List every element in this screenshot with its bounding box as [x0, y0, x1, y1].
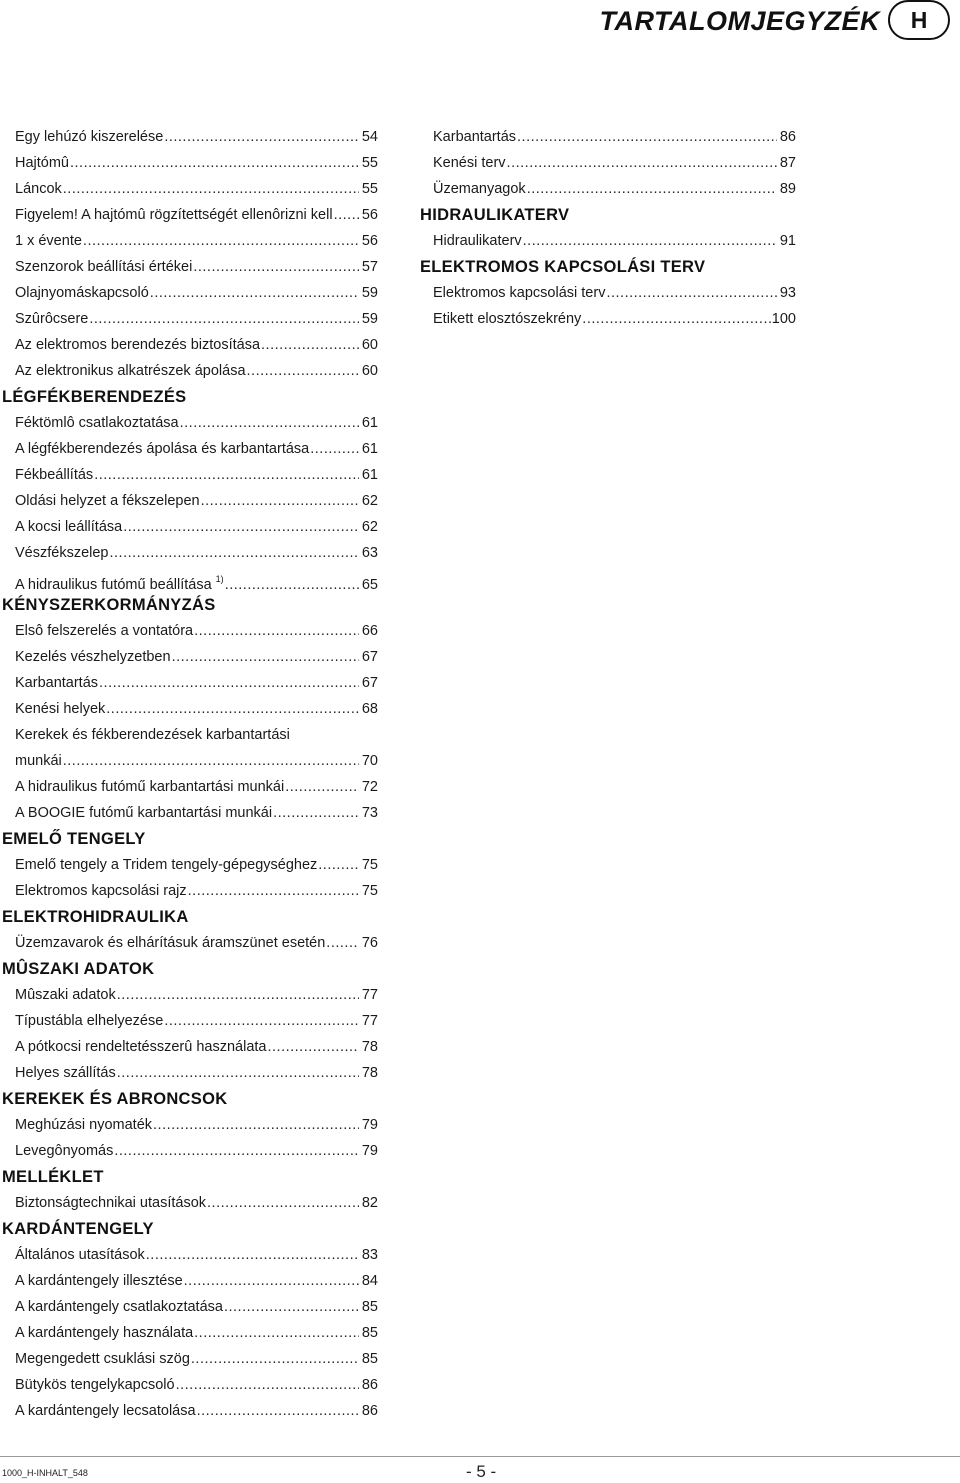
toc-entry-title-text: Figyelem! A hajtómû rögzítettségét ellenôrizni kell	[15, 207, 333, 223]
toc-entry[interactable]	[418, 280, 796, 306]
dot-leader	[123, 514, 359, 540]
toc-entry-title-text: Szenzorok beállítási értékei	[15, 259, 193, 275]
toc-entry[interactable]	[0, 1398, 378, 1424]
toc-entry-text: Kerekek és fékberendezések karbantartási	[15, 727, 290, 743]
toc-entry-title-text: Kenési terv	[433, 155, 506, 171]
toc-entry[interactable]	[0, 176, 378, 202]
toc-page-number: 60	[361, 363, 378, 379]
toc-entry-title-text: Vészfékszelep	[15, 545, 109, 561]
toc-entry-title	[15, 514, 122, 540]
toc-entry-title-text: A kardántengely használata	[15, 1325, 194, 1341]
toc-entry-title	[15, 1008, 163, 1034]
dot-leader	[176, 1372, 359, 1398]
toc-page-number: 76	[361, 935, 378, 951]
toc-entry[interactable]	[0, 332, 378, 358]
dot-leader	[207, 1190, 359, 1216]
dot-leader	[285, 774, 359, 800]
toc-entry[interactable]	[0, 124, 378, 150]
toc-page-number: 78	[361, 1065, 378, 1081]
toc-page-number: 62	[361, 493, 378, 509]
toc-page-number: 78	[361, 1039, 378, 1055]
toc-page-number: 82	[361, 1195, 378, 1211]
toc-entry-title	[15, 566, 224, 598]
dot-leader	[194, 618, 359, 644]
dot-leader	[63, 748, 359, 774]
toc-entry[interactable]	[0, 1112, 378, 1138]
toc-entry-title-text: Etikett elosztószekrény	[433, 311, 582, 327]
toc-entry-title-text: Egy lehúzó kiszerelése	[15, 129, 164, 145]
toc-left-column	[0, 124, 378, 1424]
dot-leader	[310, 436, 359, 462]
toc-entry[interactable]	[418, 228, 796, 254]
toc-entry-title-text: Szûrôcsere	[15, 311, 89, 327]
dot-leader	[146, 1242, 359, 1268]
toc-entry-title	[15, 670, 98, 696]
toc-page-number: 61	[361, 415, 378, 431]
document-code: 1000_H-INHALT_548	[2, 1468, 88, 1478]
dot-leader	[110, 540, 360, 566]
toc-entry[interactable]	[0, 540, 378, 566]
dot-leader	[267, 1034, 359, 1060]
toc-entry-title-text: Az elektronikus alkatrészek ápolása	[15, 363, 246, 379]
dot-leader	[99, 670, 359, 696]
toc-page-number: 63	[361, 545, 378, 561]
dot-leader	[117, 1060, 359, 1086]
dot-leader	[70, 150, 359, 176]
toc-entry[interactable]	[0, 878, 378, 904]
dot-leader	[247, 358, 359, 384]
dot-leader	[318, 852, 359, 878]
section-heading: EMELŐ TENGELY	[2, 830, 146, 848]
dot-leader	[89, 306, 359, 332]
toc-entry-title	[15, 358, 246, 384]
toc-entry-title-text: A légfékberendezés ápolása és karbantartása	[15, 441, 310, 457]
toc-page-number: 79	[361, 1117, 378, 1133]
toc-entry-title-text: A hidraulikus futómű karbantartási munkái	[15, 779, 285, 795]
toc-entry-title	[15, 1190, 206, 1216]
toc-entry[interactable]	[0, 566, 378, 592]
toc-entry-title	[15, 1242, 145, 1268]
dot-leader	[527, 176, 777, 202]
toc-entry-title	[433, 124, 516, 150]
toc-entry[interactable]	[0, 436, 378, 462]
toc-entry-title	[15, 930, 325, 956]
dot-leader	[326, 930, 359, 956]
section-heading: KEREKEK ÉS ABRONCSOK	[2, 1090, 228, 1108]
toc-page-number: 62	[361, 519, 378, 535]
toc-entry[interactable]	[0, 852, 378, 878]
toc-page-number: 84	[361, 1273, 378, 1289]
toc-entry-title-text: Kenési helyek	[15, 701, 106, 717]
toc-entry-title-text: A BOOGIE futómű karbantartási munkái	[15, 805, 273, 821]
toc-entry[interactable]	[418, 150, 796, 176]
section-heading: ELEKTROMOS KAPCSOLÁSI TERV	[420, 258, 706, 276]
toc-entry-title-text: Elektromos kapcsolási terv	[433, 285, 606, 301]
toc-page-number: 60	[361, 337, 378, 353]
toc-entry[interactable]	[0, 228, 378, 254]
toc-entry[interactable]	[0, 1320, 378, 1346]
toc-page-number: 89	[779, 181, 796, 197]
toc-page-number: 55	[361, 155, 378, 171]
toc-entry-title	[433, 176, 526, 202]
dot-leader	[153, 1112, 359, 1138]
toc-entry-title-text: Karbantartás	[433, 129, 517, 145]
toc-page-number: 79	[361, 1143, 378, 1159]
toc-entry-title	[15, 1138, 113, 1164]
toc-entry-title	[15, 852, 317, 878]
dot-leader	[197, 1398, 359, 1424]
toc-entry[interactable]	[0, 280, 378, 306]
toc-entry-title	[15, 618, 193, 644]
toc-entry-title-text: Meghúzási nyomaték	[15, 1117, 153, 1133]
section-heading: MÛSZAKI ADATOK	[2, 960, 155, 978]
page-number: - 5 -	[466, 1462, 497, 1481]
toc-page-number: 61	[361, 467, 378, 483]
toc-entry[interactable]	[418, 176, 796, 202]
dot-leader	[117, 982, 359, 1008]
dot-leader	[83, 228, 359, 254]
toc-page-number: 56	[361, 233, 378, 249]
toc-entry[interactable]	[0, 1346, 378, 1372]
toc-entry-title-text: Elsô felszerelés a vontatóra	[15, 623, 194, 639]
toc-entry-title	[15, 800, 272, 826]
toc-entry-title	[15, 306, 88, 332]
toc-page-number: 86	[361, 1403, 378, 1419]
toc-entry-title	[15, 202, 333, 228]
footnote-marker: 1)	[215, 574, 224, 584]
toc-page-number: 65	[361, 577, 378, 593]
toc-entry-title-text: Hidraulikaterv	[433, 233, 522, 249]
toc-entry-title	[15, 982, 116, 1008]
toc-page-number: 75	[361, 883, 378, 899]
toc-entry-title-text: Hajtómû	[15, 155, 69, 171]
toc-entry-title-text: Levegônyomás	[15, 1143, 114, 1159]
toc-entry[interactable]	[0, 774, 378, 800]
toc-entry-title-text: A kardántengely csatlakoztatása	[15, 1299, 223, 1315]
toc-page-number: 86	[361, 1377, 378, 1393]
dot-leader	[225, 572, 359, 598]
toc-page-number: 73	[361, 805, 378, 821]
toc-entry-title-text: Üzemzavarok és elhárításuk áramszünet esetén	[15, 935, 326, 951]
toc-entry-title-text: A kocsi leállítása	[15, 519, 123, 535]
toc-entry-title	[15, 644, 171, 670]
toc-entry[interactable]	[0, 254, 378, 280]
toc-entry[interactable]	[0, 1268, 378, 1294]
dot-leader	[517, 124, 777, 150]
dot-leader	[106, 696, 359, 722]
toc-entry[interactable]	[0, 696, 378, 722]
toc-page-number: 77	[361, 1013, 378, 1029]
toc-entry-title-text: A kardántengely lecsatolása	[15, 1403, 196, 1419]
toc-entry-title	[15, 176, 62, 202]
toc-entry-title-text: Mûszaki adatok	[15, 987, 116, 1003]
toc-entry-title	[15, 1112, 152, 1138]
toc-entry-title-text: Elektromos kapcsolási rajz	[15, 883, 187, 899]
toc-page-number: 66	[361, 623, 378, 639]
toc-entry[interactable]	[0, 1060, 378, 1086]
dot-leader	[201, 488, 359, 514]
toc-entry[interactable]	[0, 748, 378, 774]
dot-leader	[150, 280, 359, 306]
toc-entry-title	[15, 1320, 193, 1346]
toc-entry-title	[433, 150, 506, 176]
dot-leader	[334, 202, 359, 228]
toc-page-number: 67	[361, 675, 378, 691]
toc-page-number: 54	[361, 129, 378, 145]
toc-page-number: 85	[361, 1325, 378, 1341]
toc-entry-title-text: Típustábla elhelyezése	[15, 1013, 164, 1029]
toc-entry[interactable]	[0, 150, 378, 176]
dot-leader	[193, 254, 359, 280]
section-heading: LÉGFÉKBERENDEZÉS	[2, 388, 187, 406]
toc-entry-title-text: Megengedett csuklási szög	[15, 1351, 190, 1367]
toc-page-number: 86	[779, 129, 796, 145]
toc-entry-title	[15, 748, 62, 774]
toc-page-number: 67	[361, 649, 378, 665]
toc-entry-title-text: Fékbeállítás	[15, 467, 94, 483]
toc-entry-title-text: 1 x évente	[15, 233, 82, 249]
toc-entry-title-text: Bütykös tengelykapcsoló	[15, 1377, 175, 1393]
dot-leader	[180, 410, 359, 436]
toc-entry[interactable]	[0, 358, 378, 384]
toc-entry[interactable]	[0, 410, 378, 436]
toc-entry-title	[15, 150, 69, 176]
dot-leader	[114, 1138, 359, 1164]
toc-entry-title-text: Féktömlô csatlakoztatása	[15, 415, 179, 431]
section-heading: KARDÁNTENGELY	[2, 1220, 154, 1238]
toc-page-number: 100	[771, 311, 796, 327]
toc-entry-title-text: munkái	[15, 753, 62, 769]
toc-entry-title-text: Általános utasítások	[15, 1247, 145, 1263]
toc-entry-title-text: A hidraulikus futómű beállítása	[15, 577, 212, 593]
toc-page-number: 87	[779, 155, 796, 171]
dot-leader	[94, 462, 359, 488]
toc-page-number: 57	[361, 259, 378, 275]
toc-page-number: 55	[361, 181, 378, 197]
dot-leader	[507, 150, 777, 176]
dot-leader	[523, 228, 777, 254]
toc-entry-title-text: Oldási helyzet a fékszelepen	[15, 493, 200, 509]
toc-right-column	[418, 124, 796, 332]
toc-entry-title	[15, 488, 200, 514]
toc-entry-title	[15, 124, 163, 150]
language-badge: H	[888, 0, 950, 40]
toc-entry-title-text: Olajnyomáskapcsoló	[15, 285, 149, 301]
dot-leader	[164, 124, 359, 150]
toc-entry-title-text: Karbantartás	[15, 675, 99, 691]
toc-page-number: 56	[361, 207, 378, 223]
toc-entry-title	[15, 540, 109, 566]
dot-leader	[224, 1294, 359, 1320]
toc-entry[interactable]	[0, 644, 378, 670]
toc-entry[interactable]	[418, 306, 796, 332]
toc-entry-title	[15, 774, 284, 800]
footer-divider	[0, 1456, 960, 1457]
toc-entry-title	[433, 306, 581, 332]
toc-entry[interactable]	[0, 618, 378, 644]
dot-leader	[164, 1008, 359, 1034]
toc-page-number: 93	[779, 285, 796, 301]
dot-leader	[188, 878, 359, 904]
toc-entry[interactable]	[0, 306, 378, 332]
toc-entry[interactable]	[0, 462, 378, 488]
toc-entry-title-text: Biztonságtechnikai utasítások	[15, 1195, 207, 1211]
dot-leader	[261, 332, 359, 358]
toc-entry-title	[15, 1268, 183, 1294]
section-heading: HIDRAULIKATERV	[420, 206, 570, 224]
toc-entry[interactable]	[0, 670, 378, 696]
toc-entry-title	[15, 254, 192, 280]
toc-entry[interactable]	[0, 1034, 378, 1060]
toc-page-number: 59	[361, 285, 378, 301]
toc-entry-title-text: Az elektromos berendezés biztosítása	[15, 337, 261, 353]
toc-entry-title-text: A pótkocsi rendeltetésszerû használata	[15, 1039, 267, 1055]
section-heading: KÉNYSZERKORMÁNYZÁS	[2, 596, 216, 614]
toc-page-number: 83	[361, 1247, 378, 1263]
toc-entry-title	[15, 1294, 223, 1320]
section-heading: ELEKTROHIDRAULIKA	[2, 908, 189, 926]
toc-page-number: 68	[361, 701, 378, 717]
toc-page-number: 75	[361, 857, 378, 873]
dot-leader	[273, 800, 359, 826]
toc-page-number: 91	[779, 233, 796, 249]
toc-page-number: 59	[361, 311, 378, 327]
toc-entry-title	[15, 1060, 116, 1086]
toc-entry-title	[15, 436, 309, 462]
toc-entry[interactable]	[0, 1372, 378, 1398]
toc-entry-title	[15, 1398, 196, 1424]
toc-entry-title	[15, 410, 179, 436]
toc-entry-title	[15, 228, 82, 254]
toc-entry-title	[15, 1346, 190, 1372]
toc-entry[interactable]	[0, 930, 378, 956]
toc-entry-title-text: Emelő tengely a Tridem tengely-gépegységhez	[15, 857, 318, 873]
toc-entry-title-text: Üzemanyagok	[433, 181, 526, 197]
toc-page-number: 85	[361, 1299, 378, 1315]
dot-leader	[184, 1268, 359, 1294]
toc-entry-title	[15, 878, 187, 904]
toc-entry[interactable]	[0, 982, 378, 1008]
toc-entry[interactable]	[0, 514, 378, 540]
toc-entry-title	[15, 1034, 266, 1060]
dot-leader	[606, 280, 777, 306]
dot-leader	[172, 644, 359, 670]
toc-entry[interactable]	[0, 1190, 378, 1216]
toc-entry-title	[15, 332, 260, 358]
toc-entry[interactable]	[0, 202, 378, 228]
toc-entry-title	[433, 228, 522, 254]
dot-leader	[582, 306, 771, 332]
toc-entry[interactable]	[418, 124, 796, 150]
toc-entry-title-text: Helyes szállítás	[15, 1065, 116, 1081]
toc-page-number: 70	[361, 753, 378, 769]
toc-page-number: 77	[361, 987, 378, 1003]
toc-entry-title	[15, 462, 93, 488]
toc-entry[interactable]	[0, 1138, 378, 1164]
toc-entry-title	[433, 280, 605, 306]
dot-leader	[191, 1346, 359, 1372]
dot-leader	[194, 1320, 359, 1346]
toc-page-number: 85	[361, 1351, 378, 1367]
toc-entry[interactable]	[0, 1294, 378, 1320]
toc-entry[interactable]	[0, 800, 378, 826]
toc-entry-title-text: Láncok	[15, 181, 62, 197]
toc-page-number: 61	[361, 441, 378, 457]
page-title: TARTALOMJEGYZÉK	[599, 6, 880, 36]
toc-entry-title-text: A kardántengely illesztése	[15, 1273, 183, 1289]
dot-leader	[63, 176, 359, 202]
toc-entry-title	[15, 280, 149, 306]
toc-entry-title	[15, 1372, 175, 1398]
toc-page-number: 72	[361, 779, 378, 795]
toc-entry-title-text: Kezelés vészhelyzetben	[15, 649, 171, 665]
toc-entry[interactable]	[0, 1008, 378, 1034]
section-heading: MELLÉKLET	[2, 1168, 104, 1186]
toc-entry-title	[15, 696, 105, 722]
toc-entry[interactable]	[0, 1242, 378, 1268]
toc-entry[interactable]	[0, 488, 378, 514]
